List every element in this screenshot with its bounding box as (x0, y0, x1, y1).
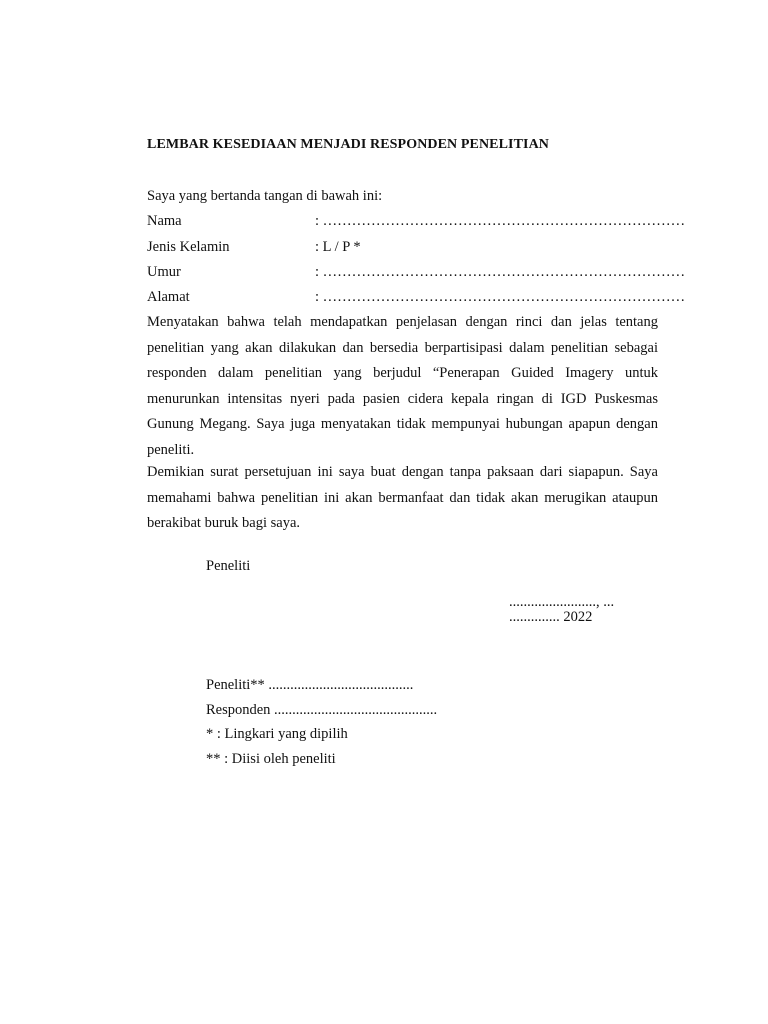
field-row-alamat (147, 289, 686, 309)
document-title: LEMBAR KESEDIAAN MENJADI RESPONDEN PENELITIAN (147, 137, 549, 152)
field-label-nama: Nama (147, 213, 182, 229)
footnote-double-asterisk: ** : Diisi oleh peneliti (206, 751, 336, 767)
intro-text: Saya yang bertanda tangan di bawah ini: (147, 188, 383, 204)
field-value-nama: : ………………………………………………………………… (315, 213, 686, 229)
closing-paragraph: Demikian surat persetujuan ini saya buat dengan tanpa paksaan dari siapapun. Saya memahami bahwa penelitian ini akan bermanfaat dan tidak akan merugikan ataupun berakibat buruk bagi saya. (147, 464, 658, 531)
field-row-umur (147, 264, 686, 284)
statement-paragraph: Menyatakan bahwa telah mendapatkan penjelasan dengan rinci dan jelas tentang penelitian yang akan dilakukan dan bersedia berpartisipasi dalam penelitian sebagai responden dalam penelitian yang berjudul “Penerapan Guided Imagery untuk menurunkan intensitas nyeri pada pasien cidera kepala ringan di IGD Puskesmas Gunung Megang. Saya juga menyatakan tidak mempunyai hubungan apapun dengan peneliti. (147, 314, 658, 458)
field-value-jenis-kelamin: : L / P * (315, 239, 361, 255)
field-value-umur: : ………………………………………………………………… (315, 264, 686, 280)
field-row-nama (147, 213, 686, 233)
field-label-jenis-kelamin: Jenis Kelamin (147, 239, 230, 255)
signature-peneliti: Peneliti** ........................................ (206, 677, 414, 693)
field-value-alamat: : ………………………………………………………………… (315, 289, 686, 305)
date-line-year: .............. 2022 (509, 609, 593, 625)
field-label-alamat: Alamat (147, 289, 190, 305)
date-line-place: ........................, ... (509, 594, 615, 610)
field-row-jenis-kelamin (147, 239, 667, 259)
signature-responden: Responden ............................................. (206, 702, 438, 718)
field-label-umur: Umur (147, 264, 181, 280)
footnote-single-asterisk: * : Lingkari yang dipilih (206, 726, 348, 742)
peneliti-label: Peneliti (206, 558, 251, 574)
